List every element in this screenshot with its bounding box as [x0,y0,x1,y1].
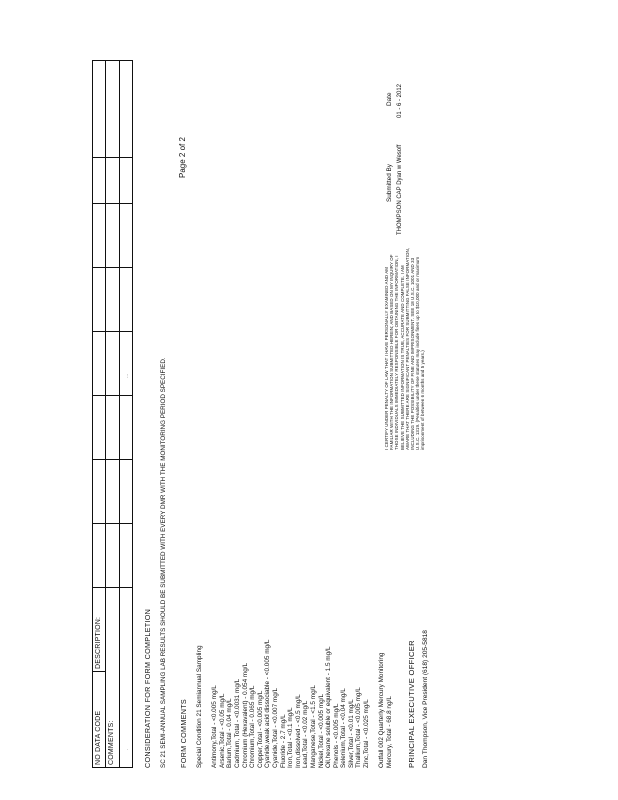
comment-line: Manganese,Total - <1.5 mg/L [309,685,317,768]
table-border-top [92,60,93,768]
comment-line: Zinc,Total - <0.025 mg/L [363,699,371,768]
table-column-divider [92,395,133,396]
certification-statement [384,248,426,450]
table-column-divider [92,587,133,588]
comment-line: Thallium,Total - <0.005 mg/L [355,687,363,768]
date-value: 01 - 6 - 2012 [397,83,403,118]
comment-line: Iron,dissolved - <0.5 mg/L [294,694,302,768]
comment-line: Oil,hexane soluble or equivalent - 1.5 mg/L [325,646,333,768]
date-label: Date [386,92,393,106]
comment-line: Iron,Total - <0.1 mg/L [287,707,295,768]
table-column-divider [92,203,133,204]
certification-line: INCLUDING THE POSSIBILITY OF FINE AND IMPRISONMENT. SEE 18 U.S.C. 1001 AND 33 [410,257,416,450]
table-row-divider [105,60,106,768]
comment-line: Barium,Total - 0.04 mg/L [226,698,234,768]
comment-line: Cyanide,Total - <0.007 mg/L [271,687,279,768]
comment-line: Lead,Total - <0.02 mg/L [302,700,310,768]
table-border-bottom [132,60,133,768]
officer-heading: PRINCIPAL EXECUTIVE OFFICER [407,640,416,768]
table-column-divider [92,267,133,268]
comment-line: Antimony,Total - <0.005 mg/L [211,685,219,768]
comment-line: Fluoride - 2.7 mg/L [279,714,287,768]
table-border-right [92,60,133,61]
table-column-divider [92,523,133,524]
consideration-text: SC 21 SEMI-ANNUAL SAMPLING LAB RESULTS SHOULD BE SUBMITTED WITH EVERY DMR WITH THE MONITORING PERIOD SPECIFIED. [160,357,167,768]
comment-line: Special Condition 21 Semiannual Sampling [196,645,203,768]
certification-line: I CERTIFY UNDER PENALTY OF LAW THAT I HAVE PERSONALLY EXAMINED AND AM [384,266,389,450]
comment-line: Copper,Total - <0.005 mg/L [256,690,264,768]
comment-line: Cadmium, Total - <0.0031 mg/L [233,678,241,768]
description-label: DESCRIPTION: [95,616,102,669]
comment-line [371,640,379,768]
table-column-divider [92,331,133,332]
officer-name: Dan Thompson, Vice President (618) 205-5818 [422,630,429,768]
certification-line: AWARE THAT THERE ARE SIGNIFICANT PENALTIES FOR SUBMITTING FALSE INFORMATION, [404,247,410,450]
comment-line [204,640,212,768]
certification-line: THOSE INDIVIDUALS IMMEDIATELY RESPONSIBLE FOR OBTAINING THE INFORMATION, I [394,255,400,450]
comment-line: Arsenic,Total - <0.05 mg/L [218,693,226,768]
certification-line: FAMILIAR WITH THE INFORMATION SUBMITTED HEREIN; AND BASED ON MY INQUIRY OF [389,254,395,450]
comment-line: Selenium,Total - <0.04 mg/L [340,688,348,768]
table-column-divider [92,157,133,158]
table-mark: . [124,748,130,750]
comment-line: Outfall 002 Quarterly Mercury Monitoring [378,652,386,768]
certification-line: U.S.C. 1319. (Penalties under these statutes may include fines up to $10,000 and or maximum [415,256,421,450]
comment-line: Silver,Total - <0.01 mg/L [347,699,355,768]
page-number: Page 2 of 2 [178,137,187,178]
comment-line: Chromium,Total - 0.065 mg/L [249,685,257,768]
consideration-heading: CONSIDERATION FOR FORM COMPLETION [143,608,152,768]
comment-line: Nickel,Total - <0.005 mg/L [317,693,325,768]
submitted-by-label: Submitted By [386,163,393,202]
no-data-table [92,60,133,768]
table-column-divider [92,671,106,672]
comment-line: Cyanide,weak acid dissociable - <0.005 mg/L [264,639,272,768]
no-data-code-label: NO DATA CODE [95,710,102,765]
comment-line: Chromium (Hexavalent) - 0.054 mg/L [241,662,249,768]
certification-line: imprisonment of between 6 months and 5 years.) [420,350,426,450]
form-comments-heading: FORM COMMENTS [179,699,188,768]
table-mark: ... [124,373,130,378]
submitted-by-value: THOMPSON CAP Dyan w Wesoff [397,144,403,235]
table-column-divider [92,459,133,460]
comment-line: Mercury, Total - 68.8 ng/L [385,696,393,768]
comment-line: Phenols - <0.005 mg/L [332,703,340,768]
table-row-divider [119,60,120,768]
certification-line: BELIEVE THE SUBMITTED INFORMATION IS TRUE, ACCURATE AND COMPLETE. I AM [399,265,405,450]
comments-label: COMMENTS: [108,720,115,765]
form-comments-list [196,640,393,768]
table-border-left [92,767,133,768]
